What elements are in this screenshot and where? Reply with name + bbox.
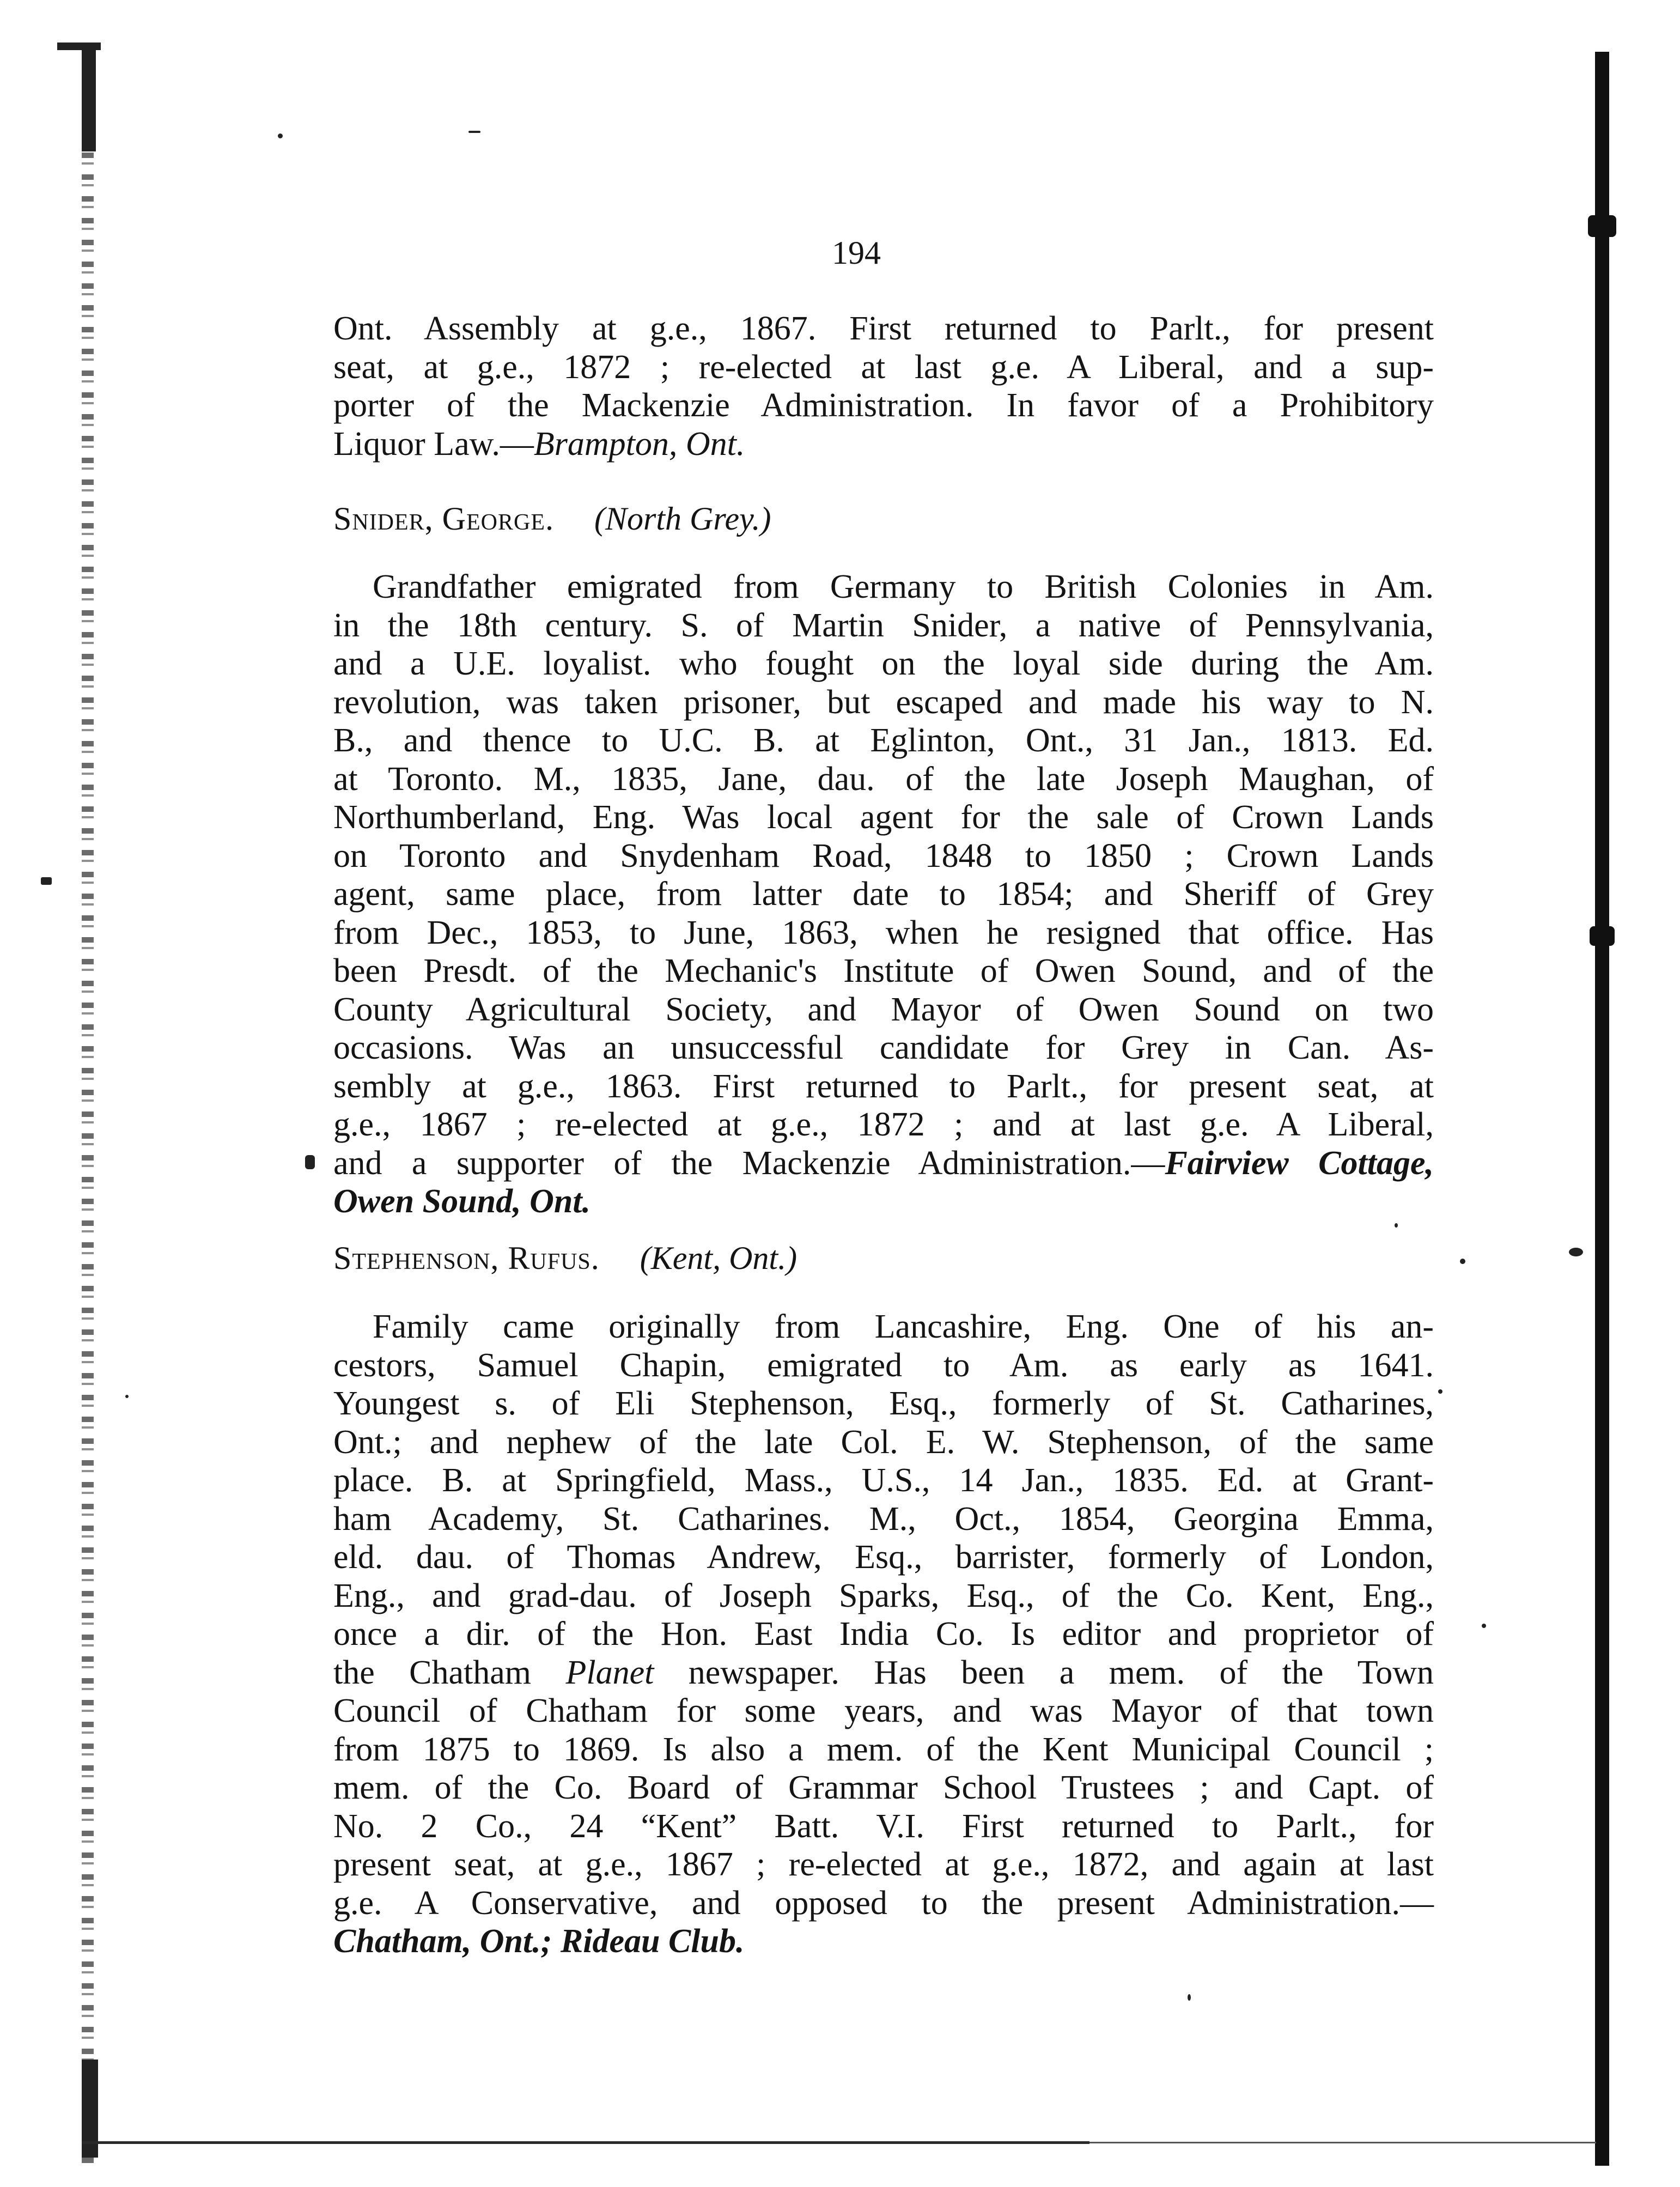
text-line: Ont.; and nephew of the late Col. E. W. Stephenson, of the same xyxy=(333,1423,1434,1461)
entry-constituency: (North Grey.) xyxy=(594,501,771,537)
newspaper-title: Planet xyxy=(565,1654,654,1691)
text-segment: and a supporter of the Mackenzie Administration.— xyxy=(333,1144,1165,1182)
text-line: Ont. Assembly at g.e., 1867. First returned to Parlt., for present xyxy=(333,310,1434,347)
entry-name: Stephenson, Rufus. xyxy=(333,1240,600,1276)
text-line xyxy=(333,1922,1434,1961)
speck xyxy=(1482,1624,1486,1628)
text-line: Grandfather emigrated from Germany to British Colonies in Am. xyxy=(373,568,1434,605)
text-line xyxy=(333,1182,1434,1221)
text-segment: the Chatham xyxy=(333,1654,566,1691)
text-line: ham Academy, St. Catharines. M., Oct., 1854, Georgina Emma, xyxy=(333,1500,1434,1538)
entry-body-snider xyxy=(333,568,1434,1221)
speck xyxy=(278,133,283,138)
bottom-rule-faint xyxy=(1089,2142,1596,2143)
speck xyxy=(125,1395,129,1398)
entry-heading-snider xyxy=(333,500,771,538)
left-binding-edge xyxy=(82,44,94,2163)
residence: Chatham, Ont.; Rideau Club. xyxy=(333,1923,745,1960)
bottom-rule xyxy=(82,2141,1089,2144)
entry-name: Snider, George. xyxy=(333,501,555,537)
text-segment: newspaper. Has been a mem. of the Town xyxy=(654,1654,1434,1691)
text-line: County Agricultural Society, and Mayor of Owen Sound on two xyxy=(333,991,1434,1028)
text-line xyxy=(333,1654,1434,1692)
text-line: B., and thence to U.C. B. at Eglinton, Ont., 31 Jan., 1813. Ed. xyxy=(333,722,1434,759)
text-line: Council of Chatham for some years, and was Mayor of that town xyxy=(333,1692,1434,1729)
text-line: Eng., and grad-dau. of Joseph Sparks, Esq., of the Co. Kent, Eng., xyxy=(333,1577,1434,1614)
text-line: porter of the Mackenzie Administration. In favor of a Prohibitory xyxy=(333,387,1434,424)
entry-heading-stephenson xyxy=(333,1240,797,1277)
text-line: place. B. at Springfield, Mass., U.S., 14 Jan., 1835. Ed. at Grant- xyxy=(333,1462,1434,1499)
text-line: Youngest s. of Eli Stephenson, Esq., formerly of St. Catharines, xyxy=(333,1385,1434,1422)
text-line: eld. dau. of Thomas Andrew, Esq., barrister, formerly of London, xyxy=(333,1539,1434,1576)
text-line xyxy=(333,425,1434,464)
speck xyxy=(468,131,480,133)
speck xyxy=(1438,1389,1442,1394)
speck xyxy=(1569,1248,1583,1256)
text-segment: Liquor Law.— xyxy=(333,425,534,463)
text-line: mem. of the Co. Board of Grammar School Trustees ; and Capt. of xyxy=(333,1769,1434,1806)
text-line xyxy=(333,1144,1434,1183)
text-line: agent, same place, from latter date to 1854; and Sheriff of Grey xyxy=(333,876,1434,913)
text-line: and a U.E. loyalist. who fought on the loyal side during the Am. xyxy=(333,645,1434,682)
text-line: occasions. Was an unsuccessful candidate for Grey in Can. As- xyxy=(333,1029,1434,1066)
entry-constituency: (Kent, Ont.) xyxy=(640,1240,798,1276)
text-line: Family came originally from Lancashire, Eng. One of his an- xyxy=(373,1308,1434,1345)
text-line: g.e. A Conservative, and opposed to the present Administration.— xyxy=(333,1884,1434,1922)
text-line: seat, at g.e., 1872 ; re-elected at last g.e. A Liberal, and a sup- xyxy=(333,348,1434,386)
text-line: revolution, was taken prisoner, but escaped and made his way to N. xyxy=(333,683,1434,721)
speck xyxy=(305,1155,315,1169)
residence-continued: Owen Sound, Ont. xyxy=(333,1183,591,1220)
text-line: at Toronto. M., 1835, Jane, dau. of the late Joseph Maughan, of xyxy=(333,760,1434,798)
text-line: once a dir. of the Hon. East India Co. Is editor and proprietor of xyxy=(333,1615,1434,1653)
page-number: 194 xyxy=(832,235,881,271)
text-line: been Presdt. of the Mechanic's Institute of Owen Sound, and of the xyxy=(333,952,1434,989)
right-binding-bar xyxy=(1595,52,1609,2166)
text-line: present seat, at g.e., 1867 ; re-elected at g.e., 1872, and again at last xyxy=(333,1846,1434,1883)
text-line: Northumberland, Eng. Was local agent for the sale of Crown Lands xyxy=(333,799,1434,836)
speck xyxy=(41,877,52,885)
text-line: from Dec., 1853, to June, 1863, when he resigned that office. Has xyxy=(333,914,1434,951)
residence: Brampton, Ont. xyxy=(533,425,745,463)
text-line: from 1875 to 1869. Is also a mem. of the Kent Municipal Council ; xyxy=(333,1730,1434,1768)
text-line: No. 2 Co., 24 “Kent” Batt. V.I. First returned to Parlt., for xyxy=(333,1807,1434,1845)
right-binding-knot-lower xyxy=(1590,926,1615,946)
left-edge-mark-top-vertical xyxy=(82,42,96,151)
speck xyxy=(1395,1223,1398,1228)
text-line: sembly at g.e., 1863. First returned to Parlt., for present seat, at xyxy=(333,1067,1434,1105)
text-line: cestors, Samuel Chapin, emigrated to Am. as early as 1641. xyxy=(333,1346,1434,1384)
text-line: on Toronto and Snydenham Road, 1848 to 1850 ; Crown Lands xyxy=(333,837,1434,874)
text-line: g.e., 1867 ; re-elected at g.e., 1872 ; and at last g.e. A Liberal, xyxy=(333,1106,1434,1143)
text-line: in the 18th century. S. of Martin Snider, a native of Pennsylvania, xyxy=(333,606,1434,644)
speck xyxy=(1460,1259,1465,1264)
speck xyxy=(1188,1994,1191,2001)
right-binding-knot xyxy=(1588,215,1616,237)
entry-body-stephenson xyxy=(333,1308,1434,1961)
residence: Fairview Cottage, xyxy=(1165,1144,1434,1182)
continuation-paragraph xyxy=(333,309,1434,463)
